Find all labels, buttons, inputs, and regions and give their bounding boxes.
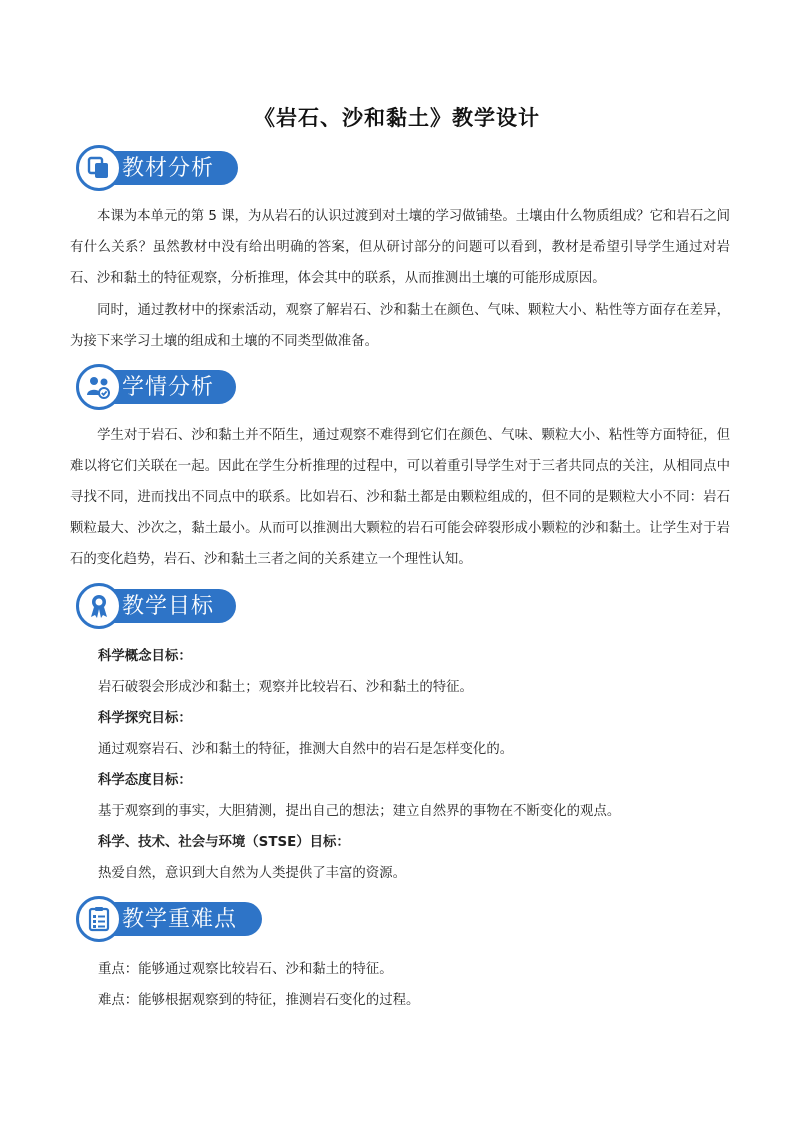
- analysis-text-2: 同时，通过教材中的探索活动，观察了解岩石、沙和黏土在颜色、气味、颗粒大小、粘性等方面存在差异，为接下来学习土壤的组成和土壤的不同类型做准备。: [70, 303, 730, 349]
- analysis-paragraph-2: [70, 295, 730, 357]
- key-point: 重点：能够通过观察比较岩石、沙和黏土的特征。: [98, 962, 393, 977]
- difficult-point: 难点：能够根据观察到的特征，推测岩石变化的过程。: [98, 993, 420, 1008]
- goal-text-stse: 热爱自然，意识到大自然为人类提供了丰富的资源。: [98, 866, 406, 881]
- students-icon: [76, 364, 122, 410]
- section-heading-materials: [76, 145, 296, 191]
- learners-paragraph: [70, 420, 730, 575]
- goal-label-stse: 科学、技术、社会与环境（STSE）目标：: [98, 835, 350, 850]
- goal-label-inquiry: 科学探究目标：: [98, 711, 192, 726]
- analysis-paragraph-1: [70, 201, 730, 294]
- learners-text: 学生对于岩石、沙和黏土并不陌生，通过观察不难得到它们在颜色、气味、颗粒大小、粘性等方面特征，但难以将它们关联在一起。因此在学生分析推理的过程中，可以着重引导学生对于三者共同点的关注，从相同点中寻找不同，进而找出不同点中的联系。比如岩石、沙和黏土都是由颗粒组成的，但不同的是颗粒大小不同：岩石颗粒最大、沙次之，黏土最小。从而可以推测出大颗粒的岩石可能会碎裂形成小颗粒的沙和黏土。让学生对于岩石的变化趋势，岩石、沙和黏土三者之间的关系建立一个理性认知。: [70, 428, 730, 567]
- award-icon: [76, 583, 122, 629]
- goal-label-concept: 科学概念目标：: [98, 649, 192, 664]
- analysis-text-1: 本课为本单元的第 5 课，为从岩石的认识过渡到对土壤的学习做铺垫。土壤由什么物质组成？它和岩石之间有什么关系？虽然教材中没有给出明确的答案，但从研讨部分的问题可以看到，教材是希望引导学生通过对岩石、沙和黏土的特征观察，分析推理，体会其中的联系，从而推测出土壤的可能形成原因。: [70, 209, 730, 286]
- clipboard-list-icon: [76, 896, 122, 942]
- goal-text-attitude: 基于观察到的事实，大胆猜测，提出自己的想法；建立自然界的事物在不断变化的观点。: [98, 804, 621, 819]
- section-heading-goals: [76, 583, 296, 629]
- goal-text-concept: 岩石破裂会形成沙和黏土；观察并比较岩石、沙和黏土的特征。: [98, 680, 473, 695]
- copy-icon: [76, 145, 122, 191]
- section-title: 学情分析: [122, 375, 215, 400]
- page-title: 《岩石、沙和黏土》教学设计: [254, 105, 540, 130]
- section-title: 教材分析: [122, 156, 215, 181]
- section-title: 教学目标: [122, 594, 215, 619]
- goal-text-inquiry: 通过观察岩石、沙和黏土的特征，推测大自然中的岩石是怎样变化的。: [98, 742, 514, 757]
- section-heading-keypoints: [76, 896, 296, 942]
- goal-label-attitude: 科学态度目标：: [98, 773, 192, 788]
- section-heading-learners: [76, 364, 296, 410]
- section-title: 教学重难点: [122, 907, 238, 932]
